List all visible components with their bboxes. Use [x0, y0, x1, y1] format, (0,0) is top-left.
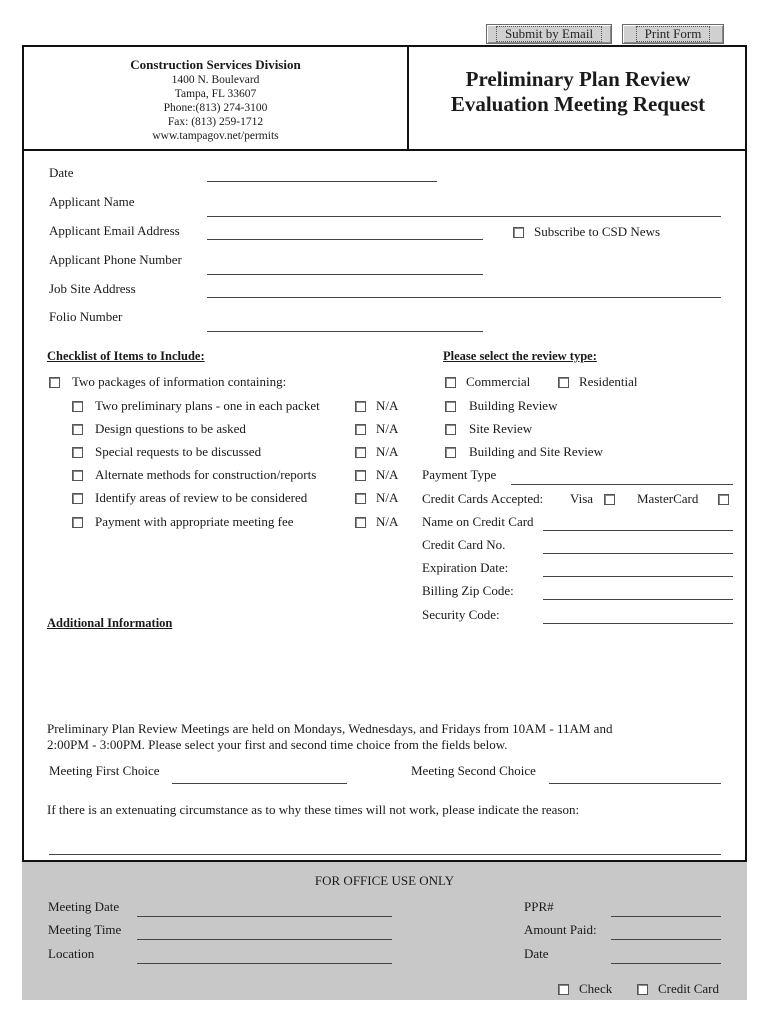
site-review-checkbox[interactable] — [445, 424, 456, 435]
submit-by-email-label: Submit by Email — [496, 26, 602, 42]
na-label: N/A — [376, 514, 399, 529]
checklist-item-3-checkbox[interactable] — [72, 447, 83, 458]
card-number-label: Credit Card No. — [422, 537, 506, 552]
checklist-item-6-label: Payment with appropriate meeting fee — [95, 514, 294, 529]
job-site-field[interactable] — [207, 297, 721, 298]
additional-info-field[interactable] — [47, 636, 727, 706]
payment-type-field[interactable] — [511, 484, 733, 485]
date-field[interactable] — [207, 181, 437, 182]
office-meeting-date-field[interactable] — [137, 916, 392, 917]
commercial-label: Commercial — [466, 374, 531, 389]
building-site-review-checkbox[interactable] — [445, 447, 456, 458]
submit-by-email-button[interactable] — [486, 24, 612, 44]
mastercard-label: MasterCard — [637, 491, 699, 506]
residential-label: Residential — [579, 374, 638, 389]
checklist-item-4-checkbox[interactable] — [72, 470, 83, 481]
applicant-name-field[interactable] — [207, 216, 721, 217]
office-amount-paid-field[interactable] — [611, 939, 721, 940]
checklist-item-1-checkbox[interactable] — [72, 401, 83, 412]
website: www.tampagov.net/permits — [152, 130, 279, 142]
office-credit-card-label: Credit Card — [658, 981, 720, 996]
expiration-label: Expiration Date: — [422, 560, 509, 575]
office-ppr-label: PPR# — [524, 899, 554, 914]
extenuating-reason-field[interactable] — [49, 854, 721, 855]
office-use-section — [22, 860, 747, 1000]
office-meeting-date-label: Meeting Date — [48, 899, 120, 914]
expiration-field[interactable] — [543, 576, 733, 577]
applicant-email-label: Applicant Email Address — [49, 223, 180, 238]
commercial-checkbox[interactable] — [445, 377, 456, 388]
address-line-1: 1400 N. Boulevard — [171, 74, 260, 86]
site-review-label: Site Review — [469, 421, 533, 436]
print-form-button[interactable] — [622, 24, 724, 44]
phone-number: Phone:(813) 274-3100 — [163, 102, 268, 114]
first-choice-field[interactable] — [172, 783, 347, 784]
checklist-item-3-na-checkbox[interactable] — [355, 447, 366, 458]
date-label: Date — [49, 165, 74, 180]
applicant-name-label: Applicant Name — [49, 194, 135, 209]
checklist-item-2-na-checkbox[interactable] — [355, 424, 366, 435]
residential-checkbox[interactable] — [558, 377, 569, 388]
na-label: N/A — [376, 467, 399, 482]
subscribe-checkbox[interactable] — [513, 227, 524, 238]
office-use-heading: FOR OFFICE USE ONLY — [314, 873, 455, 888]
address-line-2: Tampa, FL 33607 — [174, 88, 257, 100]
na-label: N/A — [376, 421, 399, 436]
applicant-phone-label: Applicant Phone Number — [49, 252, 182, 267]
checklist-item-1-na-checkbox[interactable] — [355, 401, 366, 412]
name-on-card-field[interactable] — [543, 530, 733, 531]
security-code-field[interactable] — [543, 623, 733, 624]
office-ppr-field[interactable] — [611, 916, 721, 917]
subscribe-label: Subscribe to CSD News — [534, 224, 661, 239]
extenuating-label: If there is an extenuating circumstance as to why these times will not work, please indicate the reason: — [47, 802, 580, 817]
payment-type-label: Payment Type — [422, 467, 497, 482]
meeting-info-line-2: 2:00PM - 3:00PM. Please select your first and second time choice from the fields below. — [47, 737, 508, 752]
office-amount-paid-label: Amount Paid: — [524, 922, 597, 937]
office-credit-card-checkbox[interactable] — [637, 984, 648, 995]
office-check-label: Check — [579, 981, 613, 996]
meeting-info-line-1: Preliminary Plan Review Meetings are held on Mondays, Wednesdays, and Fridays from 10AM - 11AM and — [47, 721, 613, 736]
security-code-label: Security Code: — [422, 607, 500, 622]
review-type-heading: Please select the review type: — [443, 349, 597, 363]
mastercard-checkbox[interactable] — [718, 494, 729, 505]
checklist-item-5-na-checkbox[interactable] — [355, 493, 366, 504]
checklist-item-6-checkbox[interactable] — [72, 517, 83, 528]
building-review-checkbox[interactable] — [445, 401, 456, 412]
visa-label: Visa — [570, 491, 594, 506]
applicant-email-field[interactable] — [207, 239, 483, 240]
second-choice-label: Meeting Second Choice — [411, 763, 536, 778]
checklist-item-1-label: Two preliminary plans - one in each packet — [95, 398, 320, 413]
org-name: Construction Services Division — [130, 57, 301, 72]
billing-zip-label: Billing Zip Code: — [422, 583, 514, 598]
folio-label: Folio Number — [49, 309, 123, 324]
office-check-checkbox[interactable] — [558, 984, 569, 995]
job-site-label: Job Site Address — [49, 281, 136, 296]
first-choice-label: Meeting First Choice — [49, 763, 160, 778]
na-label: N/A — [376, 490, 399, 505]
visa-checkbox[interactable] — [604, 494, 615, 505]
checklist-item-5-label: Identify areas of review to be considered — [95, 490, 308, 505]
office-location-field[interactable] — [137, 963, 392, 964]
header-contact-block — [22, 45, 409, 151]
form-title-line-2: Evaluation Meeting Request — [450, 92, 706, 116]
second-choice-field[interactable] — [549, 783, 721, 784]
office-location-label: Location — [48, 946, 95, 961]
print-form-label: Print Form — [636, 26, 711, 42]
checklist-item-2-checkbox[interactable] — [72, 424, 83, 435]
packages-label: Two packages of information containing: — [72, 374, 287, 389]
building-review-label: Building Review — [469, 398, 558, 413]
cards-accepted-label: Credit Cards Accepted: — [422, 491, 544, 506]
office-date-label: Date — [524, 946, 549, 961]
additional-info-heading: Additional Information — [47, 616, 173, 630]
checklist-item-4-na-checkbox[interactable] — [355, 470, 366, 481]
checklist-heading: Checklist of Items to Include: — [47, 349, 205, 363]
form-title-line-1: Preliminary Plan Review — [465, 67, 691, 91]
checklist-item-2-label: Design questions to be asked — [95, 421, 246, 436]
office-meeting-time-field[interactable] — [137, 939, 392, 940]
applicant-phone-field[interactable] — [207, 274, 483, 275]
checklist-item-3-label: Special requests to be discussed — [95, 444, 262, 459]
checklist-item-4-label: Alternate methods for construction/reports — [95, 467, 317, 482]
office-date-field[interactable] — [611, 963, 721, 964]
billing-zip-field[interactable] — [543, 599, 733, 600]
packages-checkbox[interactable] — [49, 377, 60, 388]
checklist-item-5-checkbox[interactable] — [72, 493, 83, 504]
header-title-block — [409, 45, 747, 151]
folio-field[interactable] — [207, 331, 483, 332]
na-label: N/A — [376, 444, 399, 459]
building-site-review-label: Building and Site Review — [469, 444, 603, 459]
fax-number: Fax: (813) 259-1712 — [167, 116, 264, 128]
na-label: N/A — [376, 398, 399, 413]
office-meeting-time-label: Meeting Time — [48, 922, 122, 937]
checklist-item-6-na-checkbox[interactable] — [355, 517, 366, 528]
card-number-field[interactable] — [543, 553, 733, 554]
name-on-card-label: Name on Credit Card — [422, 514, 534, 529]
